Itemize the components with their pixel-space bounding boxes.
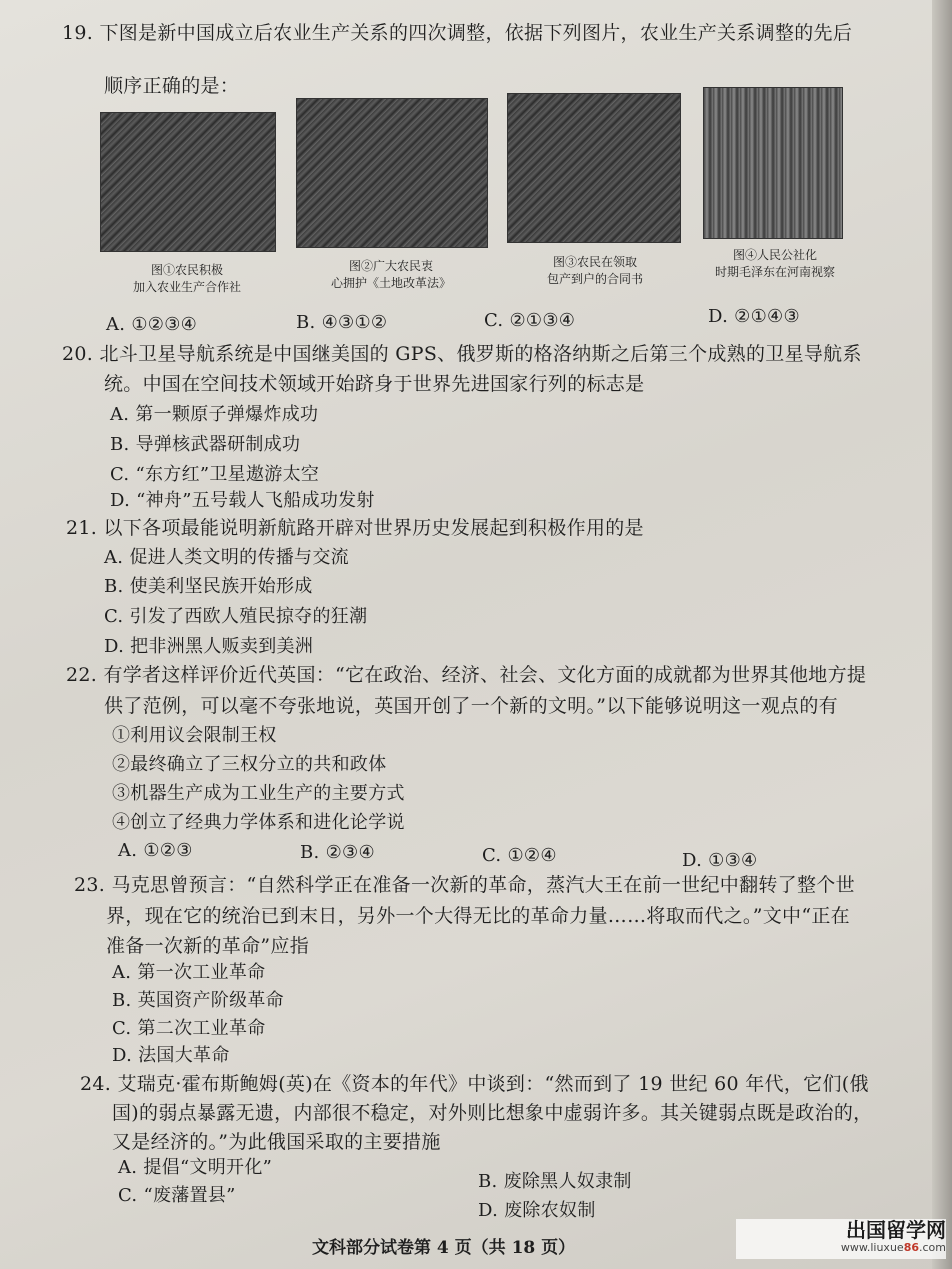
q23-text-line3: 准备一次新的革命”应指 — [106, 935, 310, 957]
caption-line: 图③农民在领取 — [552, 255, 637, 269]
q22-option-b: B. ②③④ — [300, 842, 375, 863]
q22-text-line1: 22. 有学者这样评价近代英国：“它在政治、经济、社会、文化方面的成就都为世界其他地方提 — [66, 664, 867, 686]
q19-photo-1 — [100, 112, 276, 252]
site-watermark — [736, 1219, 946, 1259]
caption-line: 时期毛泽东在河南视察 — [714, 265, 835, 279]
q19-option-b: B. ④③①② — [296, 312, 388, 333]
caption-line: 心拥护《土地改革法》 — [330, 276, 451, 290]
page-footer: 文科部分试卷第 4 页（共 18 页） — [312, 1238, 576, 1258]
q20-text-line2: 统。中国在空间技术领域开始跻身于世界先进国家行列的标志是 — [104, 373, 645, 395]
q24-option-a: A. 提倡“文明开化” — [118, 1157, 273, 1178]
watermark-url — [736, 1241, 946, 1255]
q19-option-d: D. ②①④③ — [708, 306, 800, 327]
q22-statement-2: ②最终确立了三权分立的共和政体 — [112, 754, 387, 775]
q24-option-b: B. 废除黑人奴隶制 — [478, 1171, 632, 1192]
q21-option-d: D. 把非洲黑人贩卖到美洲 — [104, 636, 314, 657]
q21-option-b: B. 使美利坚民族开始形成 — [104, 576, 313, 597]
q22-option-c: C. ①②④ — [482, 845, 557, 866]
q22-text-line2: 供了范例，可以毫不夸张地说，英国开创了一个新的文明。”以下能够说明这一观点的有 — [104, 695, 838, 717]
caption-line: 加入农业生产合作社 — [132, 280, 241, 294]
q20-option-c: C. “东方红”卫星遨游太空 — [110, 464, 320, 485]
q23-option-d: D. 法国大革命 — [112, 1045, 230, 1066]
q19-option-a: A. ①②③④ — [106, 314, 198, 335]
q23-option-a: A. 第一次工业革命 — [112, 962, 266, 983]
q19-text-line2: 顺序正确的是： — [104, 75, 240, 97]
q19-photo-1-caption — [112, 262, 262, 296]
q24-option-c: C. “废藩置县” — [118, 1185, 236, 1206]
watermark-url-accent: 86 — [903, 1241, 919, 1254]
q19-photo-3-caption — [520, 254, 670, 288]
q22-statement-3: ③机器生产成为工业生产的主要方式 — [112, 783, 405, 804]
q24-text-line3: 又是经济的。”为此俄国采取的主要措施 — [112, 1131, 441, 1153]
watermark-title: 出国留学网 — [846, 1218, 946, 1242]
q22-statement-1: ①利用议会限制王权 — [112, 725, 277, 746]
q23-option-c: C. 第二次工业革命 — [112, 1018, 266, 1039]
q19-photo-2-caption — [316, 258, 466, 292]
q22-option-a: A. ①②③ — [118, 840, 193, 861]
caption-line: 包产到户的合同书 — [546, 272, 643, 286]
q22-option-d: D. ①③④ — [682, 850, 758, 871]
q24-option-d: D. 废除农奴制 — [478, 1200, 596, 1221]
q21-option-c: C. 引发了西欧人殖民掠夺的狂潮 — [104, 606, 368, 627]
q23-text-line1: 23. 马克思曾预言：“自然科学正在准备一次新的革命，蒸汽大王在前一世纪中翻转了整个世 — [74, 874, 855, 896]
watermark-url-prefix: www.liuxue — [840, 1241, 904, 1254]
caption-line: 图②广大农民衷 — [348, 259, 433, 273]
q21-option-a: A. 促进人类文明的传播与交流 — [104, 547, 349, 568]
q19-photo-4-caption — [690, 247, 860, 281]
q20-option-b: B. 导弹核武器研制成功 — [110, 434, 301, 455]
page-edge — [932, 0, 952, 1269]
q19-text-line1: 19. 下图是新中国成立后农业生产关系的四次调整，依据下列图片，农业生产关系调整的先后 — [62, 22, 853, 44]
q22-statement-4: ④创立了经典力学体系和进化论学说 — [112, 812, 405, 833]
q24-text-line2: 国)的弱点暴露无遗，内部很不稳定，对外则比想象中虚弱许多。其关键弱点既是政治的， — [112, 1102, 873, 1124]
caption-line: 图①农民积极 — [150, 263, 223, 277]
q23-option-b: B. 英国资产阶级革命 — [112, 990, 284, 1011]
q19-option-c: C. ②①③④ — [484, 310, 576, 331]
q19-photo-4 — [703, 87, 843, 239]
q23-text-line2: 界，现在它的统治已到末日，另外一个大得无比的革命力量……将取而代之。”文中“正在 — [106, 905, 850, 927]
q24-text-line1: 24. 艾瑞克·霍布斯鲍姆(英)在《资本的年代》中谈到：“然而到了 19 世纪 60 年代，它们(俄 — [80, 1073, 869, 1095]
caption-line: 图④人民公社化 — [732, 248, 817, 262]
q21-text-line1: 21. 以下各项最能说明新航路开辟对世界历史发展起到积极作用的是 — [66, 517, 644, 539]
q20-option-a: A. 第一颗原子弹爆炸成功 — [110, 404, 319, 425]
q20-option-d: D. “神舟”五号载人飞船成功发射 — [110, 490, 375, 511]
watermark-url-suffix: .com — [919, 1241, 946, 1254]
q19-photo-3 — [507, 93, 681, 243]
q20-text-line1: 20. 北斗卫星导航系统是中国继美国的 GPS、俄罗斯的格洛纳斯之后第三个成熟的卫星导航系 — [62, 343, 862, 365]
q19-photo-2 — [296, 98, 488, 248]
